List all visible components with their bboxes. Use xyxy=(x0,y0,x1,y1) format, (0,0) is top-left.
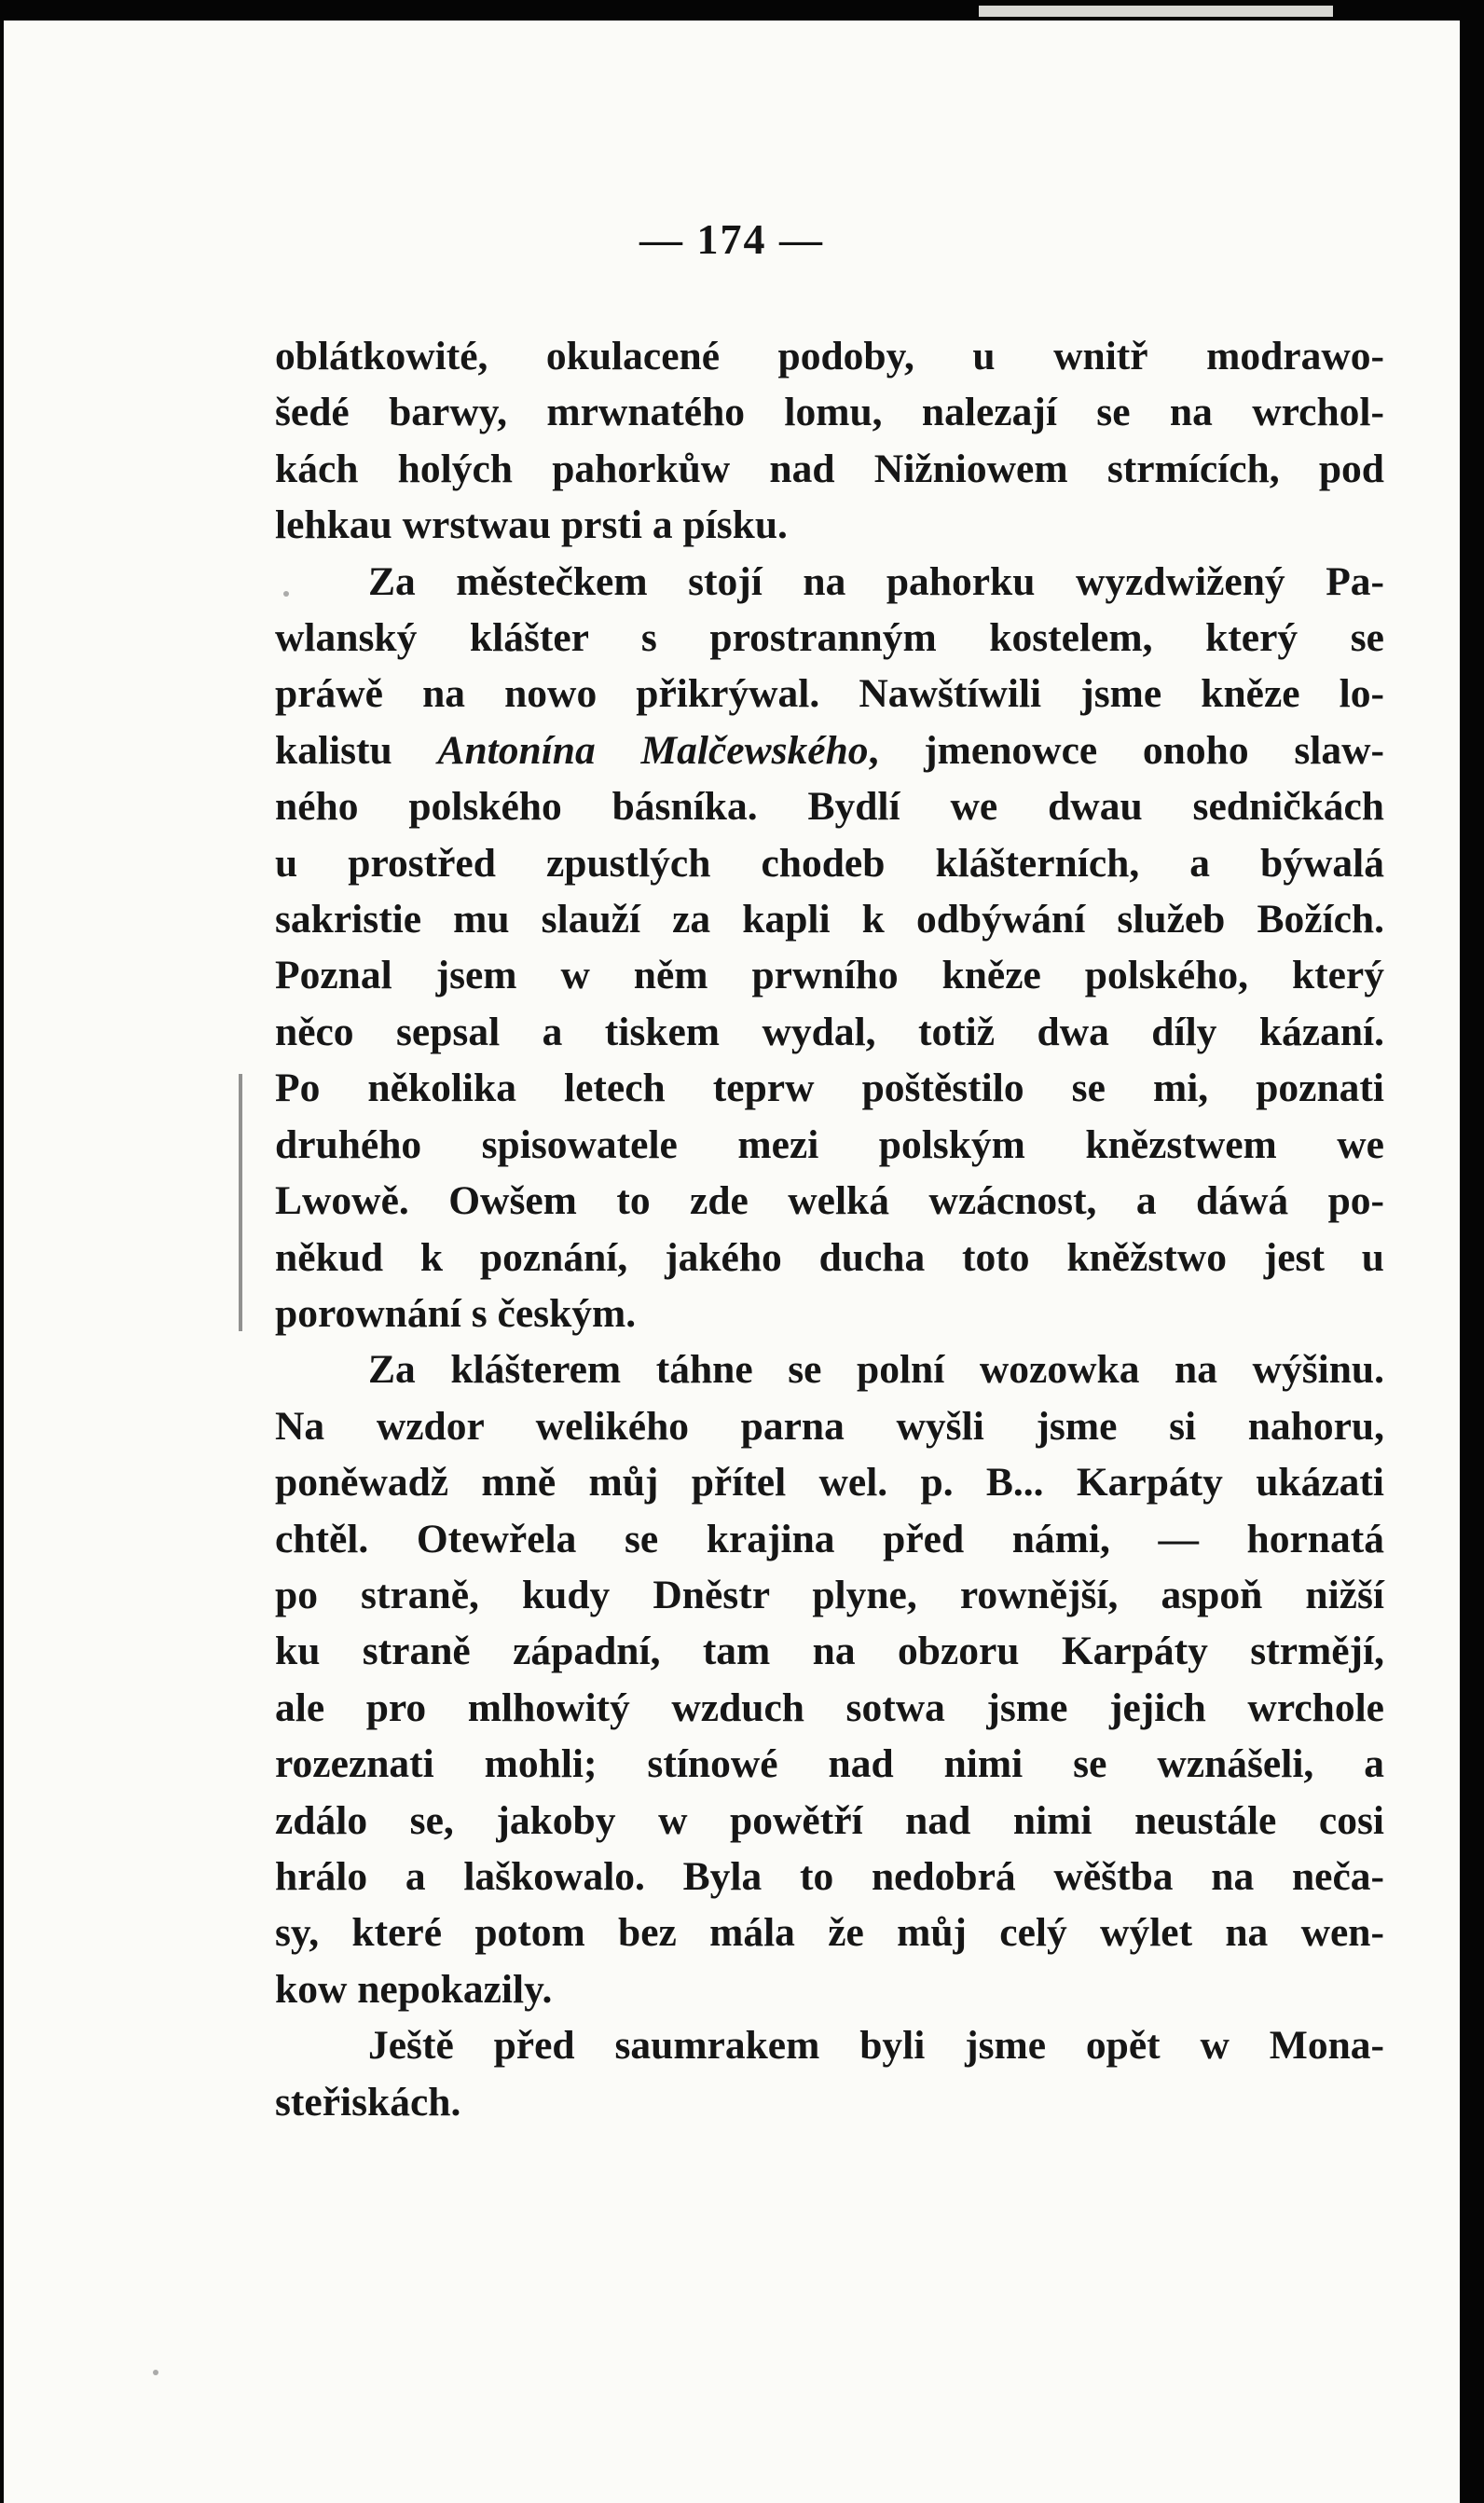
text-line: Za městečkem stojí na pahorku wyzdwižený Pa- xyxy=(368,558,1384,604)
paragraph-2 xyxy=(275,554,1384,1342)
text-line: Na wzdor welikého parna wyšli jsme si nahoru, xyxy=(275,1403,1384,1449)
text-line: ku straně západní, tam na obzoru Karpáty strmějí, xyxy=(275,1629,1384,1674)
text-line: ale pro mlhowitý wzduch sotwa jsme jejich wrchole xyxy=(275,1685,1384,1730)
text-line: po straně, kudy Dněstr plyne, rownější, aspoň nižší xyxy=(275,1572,1384,1617)
scan-edge-strip xyxy=(979,6,1333,17)
text-line: Ještě před saumrakem byli jsme opět w Mona- xyxy=(368,2023,1384,2069)
paragraph-4 xyxy=(275,2017,1384,2130)
book-page xyxy=(4,21,1460,2503)
scan-speck xyxy=(153,2370,158,2375)
scan-right-edge xyxy=(1460,0,1484,2503)
page-number-header: — 174 — xyxy=(639,215,824,263)
text-line: Poznal jsem w něm prwního kněze polského, který xyxy=(275,953,1384,998)
body-text xyxy=(275,328,1384,2130)
text-line: oblátkowité, okulacené podoby, u wnitř modrawo- xyxy=(275,334,1384,378)
margin-pencil-mark xyxy=(239,1074,242,1331)
text-line: ného polského básníka. Bydlí we dwau sedničkách xyxy=(275,784,1384,830)
italic-person-name: Antonína Malčewského xyxy=(437,727,869,773)
text-line: kow nepokazily. xyxy=(275,1966,553,2012)
text-line: šedé barwy, mrwnatého lomu, nalezají se na wrchol- xyxy=(275,390,1384,435)
text-line: poněwadž mně můj přítel wel. p. B... Karpáty ukázati xyxy=(275,1460,1384,1506)
text-line: wlanský klášter s prostranným kostelem, který se xyxy=(275,615,1384,661)
text-line: sy, které potom bez mála že můj celý wýlet na wen- xyxy=(275,1910,1384,1956)
text-line: Lwowě. Owšem to zde welká wzácnost, a dáwá po- xyxy=(275,1178,1384,1224)
text-line: práwě na nowo přikrýwal. Nawštíwili jsme kněze lo- xyxy=(275,671,1384,717)
text-line: rozeznati mohli; stínowé nad nimi se wznášeli, a xyxy=(275,1741,1384,1787)
text-line: lehkau wrstwau prsti a písku. xyxy=(275,502,788,548)
text-line: zdálo se, jakoby w powětří nad nimi neustále cosi xyxy=(275,1797,1384,1843)
text-line: něco sepsal a tiskem wydal, totiž dwa díly kázaní. xyxy=(275,1009,1384,1054)
text-line: porownání s českým. xyxy=(275,1290,637,1336)
text-line: steřiskách. xyxy=(275,2079,461,2125)
paragraph-1 xyxy=(275,328,1384,554)
text-line-with-name: kalistu Antonína Malčewského, jmenowce onoho slaw- xyxy=(275,727,1384,773)
text-line: u prostřed zpustlých chodeb klášterních, a býwalá xyxy=(275,840,1384,886)
text-line: sakristie mu slauží za kapli k odbýwání služeb Božích. xyxy=(275,897,1384,942)
text-line: Za klášterem táhne se polní wozowka na wýšinu. xyxy=(368,1347,1384,1393)
text-line: hrálo a laškowalo. Byla to nedobrá wěštba na neča- xyxy=(275,1853,1384,1899)
scan-top-edge xyxy=(0,0,1484,21)
text-line: druhého spisowatele mezi polským knězstwem we xyxy=(275,1121,1384,1167)
text-line: kách holých pahorkůw nad Nižniowem strmících, pod xyxy=(275,446,1384,491)
text-line: Po několika letech teprw poštěstilo se mi, poznati xyxy=(275,1066,1384,1111)
text-line: chtěl. Otewřela se krajina před námi, — hornatá xyxy=(275,1516,1384,1561)
paragraph-3 xyxy=(275,1341,1384,2017)
text-line: někud k poznání, jakého ducha toto kněžstwo jest u xyxy=(275,1234,1384,1280)
